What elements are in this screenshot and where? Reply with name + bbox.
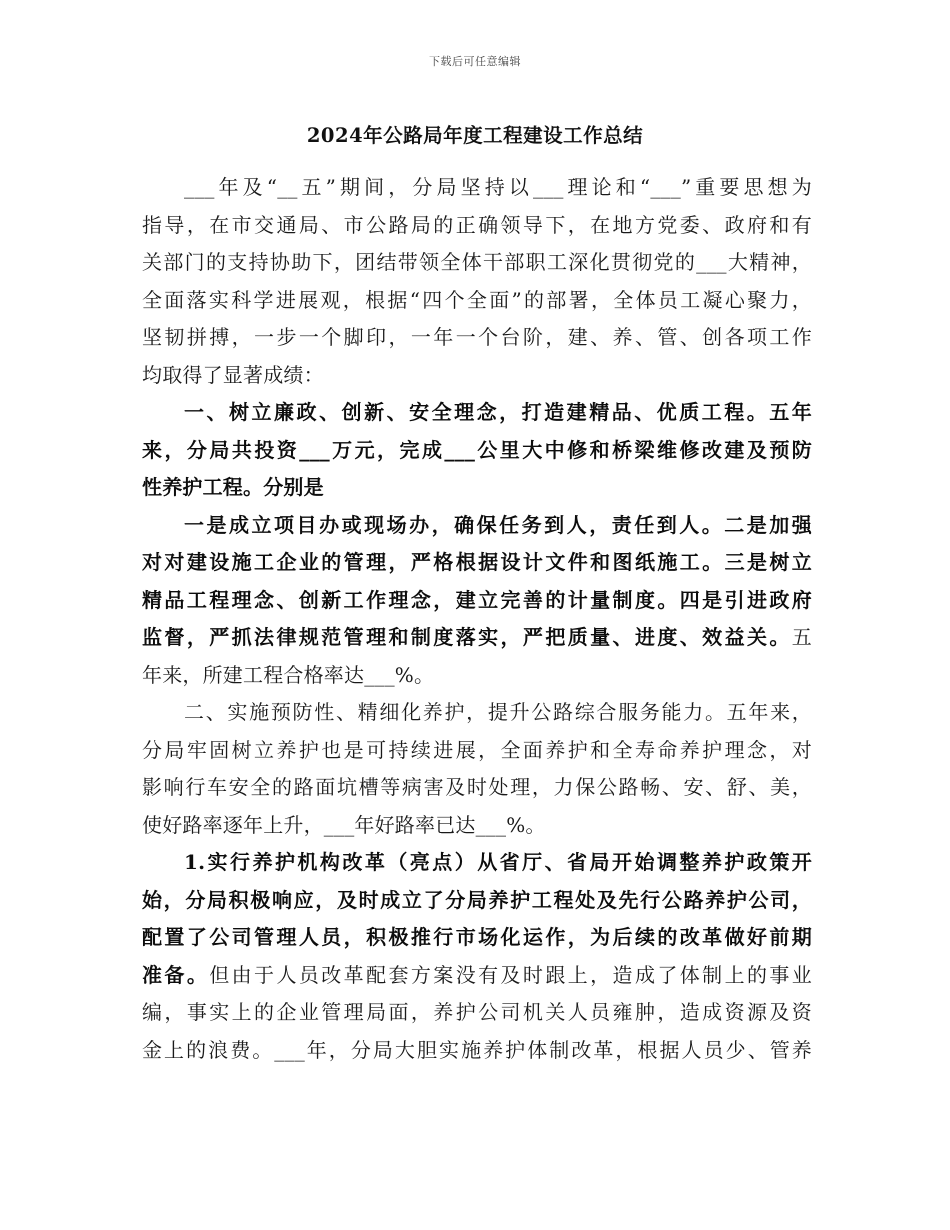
text-line-content: 一是成立项目办或现场办，确保任务到人，责任到人。二是加强 xyxy=(184,512,812,537)
text-line-content: 来，分局共投资___万元，完成___公里大中修和桥梁维修改建及预防 xyxy=(142,437,812,462)
text-line-content: 关部门的支持协助下，团结带领全体干部职工深化贯彻党的___大精神， xyxy=(142,250,812,274)
text-line xyxy=(142,357,812,395)
text-line xyxy=(142,1032,812,1070)
text-line-content: 对对建设施工企业的管理，严格根据设计文件和图纸施工。三是树立 xyxy=(142,550,812,574)
text-line xyxy=(142,169,812,207)
text-line xyxy=(142,544,812,582)
text-line xyxy=(142,432,812,470)
text-line xyxy=(142,919,812,957)
text-line xyxy=(142,619,812,657)
text-line xyxy=(142,244,812,282)
text-line-content: 全面落实科学进展观，根据“四个全面”的部署，全体员工凝心聚力， xyxy=(142,287,812,312)
text-line-content: 使好路率逐年上升，___年好路率已达___%。 xyxy=(142,812,546,837)
text-line xyxy=(142,469,812,507)
text-line xyxy=(142,807,812,845)
text-line xyxy=(142,657,812,695)
text-line-content: 配置了公司管理人员，积极推行市场化运作，为后续的改革做好前期 xyxy=(142,925,812,949)
text-line-content: 性养护工程。分别是 xyxy=(142,475,324,499)
text-line-content: 均取得了显著成绩： xyxy=(142,362,324,387)
page-title: 2024年公路局年度工程建设工作总结 xyxy=(306,124,644,147)
text-line-content: 年来，所建工程合格率达___%。 xyxy=(142,662,435,687)
text-line-content: 影响行车安全的路面坑槽等病害及时处理，力保公路畅、安、舒、美， xyxy=(142,775,812,799)
text-line-content: 准备。 xyxy=(142,962,210,987)
text-line-content: 编，事实上的企业管理局面，养护公司机关人员雍肿，造成资源及资 xyxy=(142,1000,812,1024)
text-line-content: 指导，在市交通局、市公路局的正确领导下，在地方党委、政府和有 xyxy=(142,212,812,237)
text-line-tail: 但由于人员改革配套方案没有及时跟上，造成了体制上的事业 xyxy=(209,962,812,987)
text-line xyxy=(142,882,812,920)
text-line xyxy=(142,582,812,620)
text-line-content: 监督，严抓法律规范管理和制度落实，严把质量、进度、效益关。 xyxy=(142,625,792,649)
text-line xyxy=(142,957,812,995)
text-line-content: ___年及“__五”期间，分局坚持以___理论和“___”重要思想为 xyxy=(184,175,812,199)
text-line-content: 始，分局积极响应，及时成立了分局养护工程处及先行公路养护公司， xyxy=(142,887,812,912)
text-line xyxy=(142,844,812,882)
text-line xyxy=(142,207,812,245)
text-line-content: 坚韧拼搏，一步一个脚印，一年一个台阶，建、养、管、创各项工作 xyxy=(142,325,812,349)
text-line xyxy=(142,394,812,432)
header-note: 下载后可任意编辑 xyxy=(429,55,521,68)
text-line-content: 分局牢固树立养护也是可持续进展，全面养护和全寿命养护理念，对 xyxy=(142,737,812,762)
text-line xyxy=(142,694,812,732)
text-line xyxy=(142,769,812,807)
text-line-content: 1.实行养护机构改革（亮点）从省厅、省局开始调整养护政策开 xyxy=(184,850,812,874)
text-line-content: 精品工程理念、创新工作理念，建立完善的计量制度。四是引进政府 xyxy=(142,587,812,612)
text-line-tail: 五 xyxy=(791,625,812,649)
text-line xyxy=(142,994,812,1032)
text-line xyxy=(142,507,812,545)
document-body xyxy=(142,169,812,1069)
text-line-content: 金上的浪费。___年，分局大胆实施养护体制改革，根据人员少、管养 xyxy=(142,1037,812,1062)
text-line-content: 二、实施预防性、精细化养护，提升公路综合服务能力。五年来， xyxy=(184,700,812,724)
text-line xyxy=(142,282,812,320)
text-line xyxy=(142,319,812,357)
text-line xyxy=(142,732,812,770)
text-line-content: 一、树立廉政、创新、安全理念，打造建精品、优质工程。五年 xyxy=(184,400,812,424)
